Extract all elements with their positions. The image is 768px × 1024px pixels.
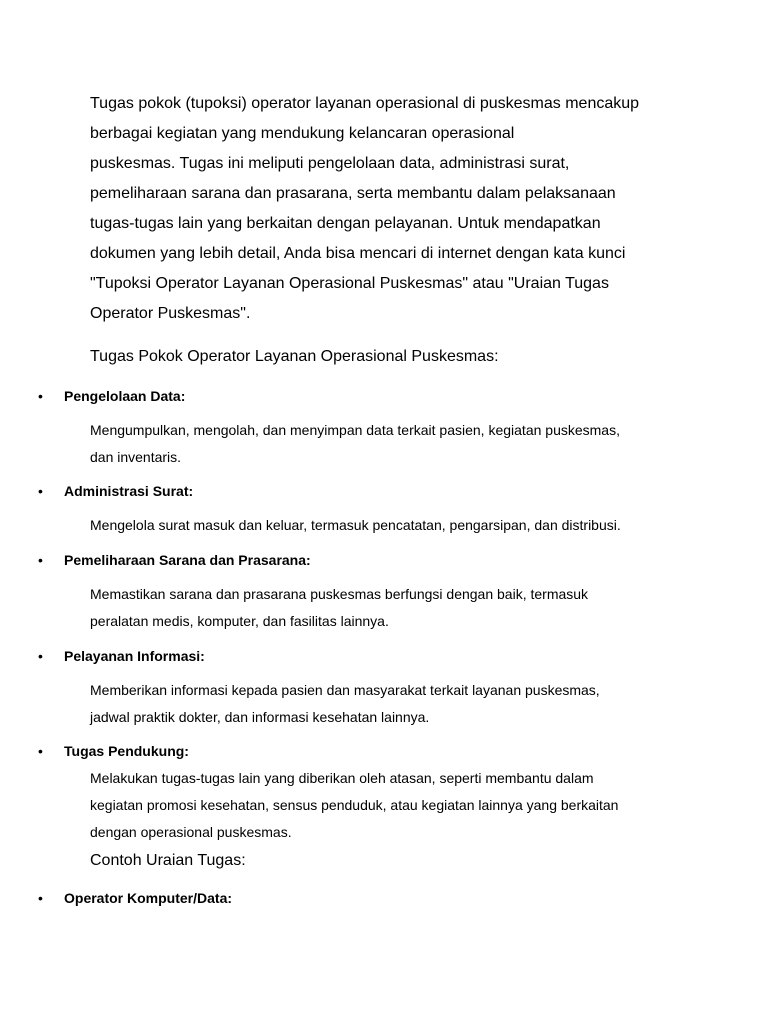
item-description bbox=[90, 512, 690, 539]
bullet-marker: • bbox=[38, 483, 43, 499]
desc-line: jadwal praktik dokter, dan informasi kesehatan lainnya. bbox=[90, 709, 430, 725]
section-heading: Contoh Uraian Tugas: bbox=[90, 852, 246, 869]
desc-line: Melakukan tugas-tugas lain yang diberikan oleh atasan, seperti membantu dalam bbox=[90, 770, 594, 786]
item-description bbox=[90, 417, 690, 471]
item-label: Pengelolaan Data: bbox=[64, 388, 186, 404]
desc-line: Mengelola surat masuk dan keluar, termasuk pencatatan, pengarsipan, dan distribusi. bbox=[90, 517, 621, 533]
intro-line: berbagai kegiatan yang mendukung kelancaran operasional bbox=[90, 125, 515, 142]
section-heading: Tugas Pokok Operator Layanan Operasional Puskesmas: bbox=[90, 348, 499, 365]
desc-line: Memberikan informasi kepada pasien dan masyarakat terkait layanan puskesmas, bbox=[90, 682, 600, 698]
intro-line: pemeliharaan sarana dan prasarana, serta membantu dalam pelaksanaan bbox=[90, 185, 616, 202]
desc-line: peralatan medis, komputer, dan fasilitas lainnya. bbox=[90, 613, 389, 629]
item-label: Pelayanan Informasi: bbox=[64, 648, 205, 664]
bullet-marker: • bbox=[38, 890, 43, 906]
item-label: Operator Komputer/Data: bbox=[64, 890, 233, 906]
intro-paragraph bbox=[90, 89, 690, 329]
desc-line: dan inventaris. bbox=[90, 449, 182, 465]
item-label: Pemeliharaan Sarana dan Prasarana: bbox=[64, 552, 311, 568]
bullet-marker: • bbox=[38, 552, 43, 568]
desc-line: Memastikan sarana dan prasarana puskesmas berfungsi dengan baik, termasuk bbox=[90, 586, 589, 602]
item-description bbox=[90, 581, 690, 635]
desc-line: dengan operasional puskesmas. bbox=[90, 824, 292, 840]
item-label: Administrasi Surat: bbox=[64, 483, 194, 499]
intro-line: dokumen yang lebih detail, Anda bisa mencari di internet dengan kata kunci bbox=[90, 245, 626, 262]
desc-line: kegiatan promosi kesehatan, sensus penduduk, atau kegiatan lainnya yang berkaitan bbox=[90, 797, 619, 813]
intro-line: Tugas pokok (tupoksi) operator layanan operasional di puskesmas mencakup bbox=[90, 95, 640, 112]
item-description bbox=[90, 765, 690, 846]
bullet-marker: • bbox=[38, 388, 43, 404]
intro-line: Operator Puskesmas". bbox=[90, 305, 251, 322]
item-description bbox=[90, 677, 690, 731]
intro-line: tugas-tugas lain yang berkaitan dengan pelayanan. Untuk mendapatkan bbox=[90, 215, 601, 232]
intro-line: "Tupoksi Operator Layanan Operasional Puskesmas" atau "Uraian Tugas bbox=[90, 275, 609, 292]
item-label: Tugas Pendukung: bbox=[64, 743, 189, 759]
desc-line: Mengumpulkan, mengolah, dan menyimpan data terkait pasien, kegiatan puskesmas, bbox=[90, 422, 620, 438]
bullet-marker: • bbox=[38, 648, 43, 664]
intro-line: puskesmas. Tugas ini meliputi pengelolaan data, administrasi surat, bbox=[90, 155, 570, 172]
bullet-marker: • bbox=[38, 743, 43, 759]
